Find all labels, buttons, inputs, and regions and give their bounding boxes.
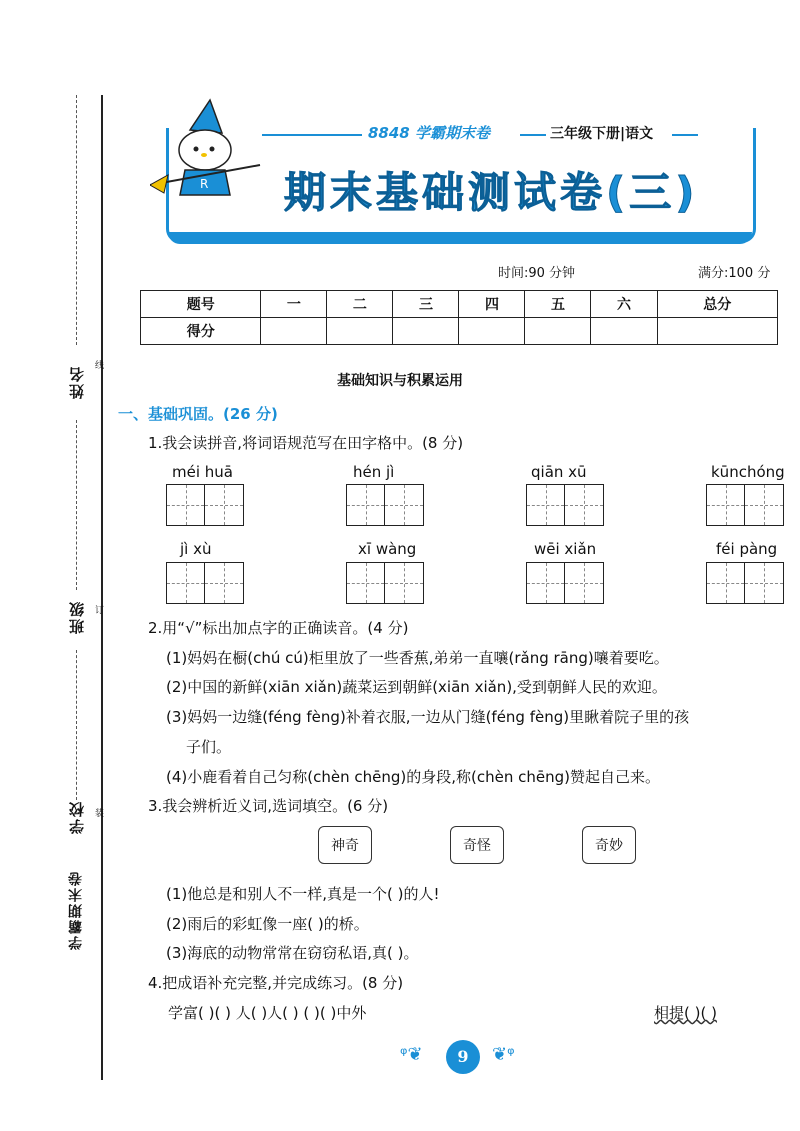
- writing-grid[interactable]: [706, 562, 784, 604]
- question-2-item: (4)小鹿看着自己匀称(chèn chēng)的身段,称(chèn chēng)赞起自己来。: [166, 768, 660, 786]
- word-choice: 奇怪: [450, 826, 504, 864]
- writing-grid[interactable]: [526, 562, 604, 604]
- score-row-label: 得分: [141, 318, 261, 345]
- cut-mark: 订: [93, 605, 103, 614]
- pinyin-label: qiān xū: [531, 463, 587, 481]
- score-header-cell: 一: [261, 291, 327, 318]
- score-header-cell: 二: [327, 291, 393, 318]
- score-header-cell: 总分: [657, 291, 778, 318]
- score-header-cell: 四: [459, 291, 525, 318]
- writing-grid[interactable]: [166, 484, 244, 526]
- score-header-cell: 三: [393, 291, 459, 318]
- brand-name: 8848 学霸期末卷: [368, 124, 490, 142]
- score-table-row: [141, 318, 778, 345]
- sprout-icon: ᵠ❦: [400, 1044, 423, 1065]
- banner-rule: [520, 134, 546, 136]
- writing-grid[interactable]: [166, 562, 244, 604]
- score-cell[interactable]: [393, 318, 459, 345]
- score-cell[interactable]: [591, 318, 657, 345]
- word-choice: 神奇: [318, 826, 372, 864]
- pinyin-label: méi huā: [172, 463, 233, 481]
- score-cell[interactable]: [459, 318, 525, 345]
- pinyin-label: kūnchóng: [711, 463, 785, 481]
- writing-grid[interactable]: [526, 484, 604, 526]
- score-cell[interactable]: [525, 318, 591, 345]
- question-1-prompt: 1.我会读拼音,将词语规范写在田字格中。(8 分): [148, 434, 464, 452]
- question-3-prompt: 3.我会辨析近义词,选词填空。(6 分): [148, 797, 389, 815]
- grade-subject: 三年级下册|语文: [550, 126, 654, 142]
- banner-shadow: [168, 232, 752, 244]
- banner-rule: [262, 134, 362, 136]
- page-number: 9: [446, 1040, 480, 1074]
- pinyin-label: hén jì: [353, 463, 395, 481]
- idiom-line: 学富( )( ) 人( )人( ) ( )( )中外: [168, 1004, 367, 1022]
- sprout-icon: ❦ᵠ: [492, 1044, 515, 1065]
- binding-dash: [76, 95, 77, 345]
- score-header-cell: 五: [525, 291, 591, 318]
- side-brand: 学霸期末卷: [68, 870, 84, 950]
- banner-rule: [672, 134, 698, 136]
- question-2-item: (2)中国的新鲜(xiān xiǎn)蔬菜运到朝鲜(xiān xiǎn),受到朝鲜人民的欢迎。: [166, 678, 667, 696]
- full-score: 满分:100 分: [698, 266, 771, 281]
- pinyin-label: xī wàng: [358, 540, 417, 558]
- question-2-prompt: 2.用“√”标出加点字的正确读音。(4 分): [148, 619, 409, 637]
- question-3-item: (1)他总是和别人不一样,真是一个( )的人!: [166, 885, 440, 903]
- kitty-witch-icon: [150, 95, 265, 205]
- score-cell[interactable]: [327, 318, 393, 345]
- writing-grid[interactable]: [706, 484, 784, 526]
- writing-grid[interactable]: [346, 562, 424, 604]
- score-cell[interactable]: [261, 318, 327, 345]
- question-2-item: (3)妈妈一边缝(féng fèng)补着衣服,一边从门缝(féng fèng)里瞅着院子里的孩: [166, 708, 690, 726]
- name-label: 姓名: [68, 365, 86, 399]
- binding-line: [101, 95, 103, 1080]
- question-3-item: (2)雨后的彩虹像一座( )的桥。: [166, 915, 369, 933]
- class-label: 班级: [68, 600, 86, 634]
- page-title: 期末基础测试卷(三): [284, 168, 699, 217]
- cut-mark: 装: [93, 808, 103, 817]
- score-header-cell: 六: [591, 291, 657, 318]
- question-4-prompt: 4.把成语补充完整,并完成练习。(8 分): [148, 974, 404, 992]
- section-heading: 基础知识与积累运用: [337, 373, 463, 389]
- binding-dash: [76, 420, 77, 590]
- question-3-item: (3)海底的动物常常在窃窃私语,真( )。: [166, 944, 419, 962]
- score-table-header-row: [141, 291, 778, 318]
- svg-text:R: R: [200, 177, 209, 191]
- pinyin-label: wēi xiǎn: [534, 540, 597, 558]
- pinyin-label: féi pàng: [716, 540, 778, 558]
- word-choice: 奇妙: [582, 826, 636, 864]
- idiom-last: 相提( )( ): [654, 1004, 717, 1022]
- question-2-item: (1)妈妈在橱(chú cú)柜里放了一些香蕉,弟弟一直嚷(rǎng rāng)嚷着要吃。: [166, 649, 669, 667]
- cut-mark: 线: [93, 360, 103, 369]
- question-2-item-cont: 子们。: [186, 738, 232, 756]
- score-cell[interactable]: [657, 318, 778, 345]
- score-header-cell: 题号: [141, 291, 261, 318]
- school-label: 学校: [68, 800, 86, 834]
- writing-grid[interactable]: [346, 484, 424, 526]
- part-one-heading: 一、基础巩固。(26 分): [118, 405, 278, 423]
- score-table: [140, 290, 778, 345]
- pinyin-label: jì xù: [180, 540, 212, 558]
- binding-dash: [76, 650, 77, 800]
- time-limit: 时间:90 分钟: [498, 266, 576, 281]
